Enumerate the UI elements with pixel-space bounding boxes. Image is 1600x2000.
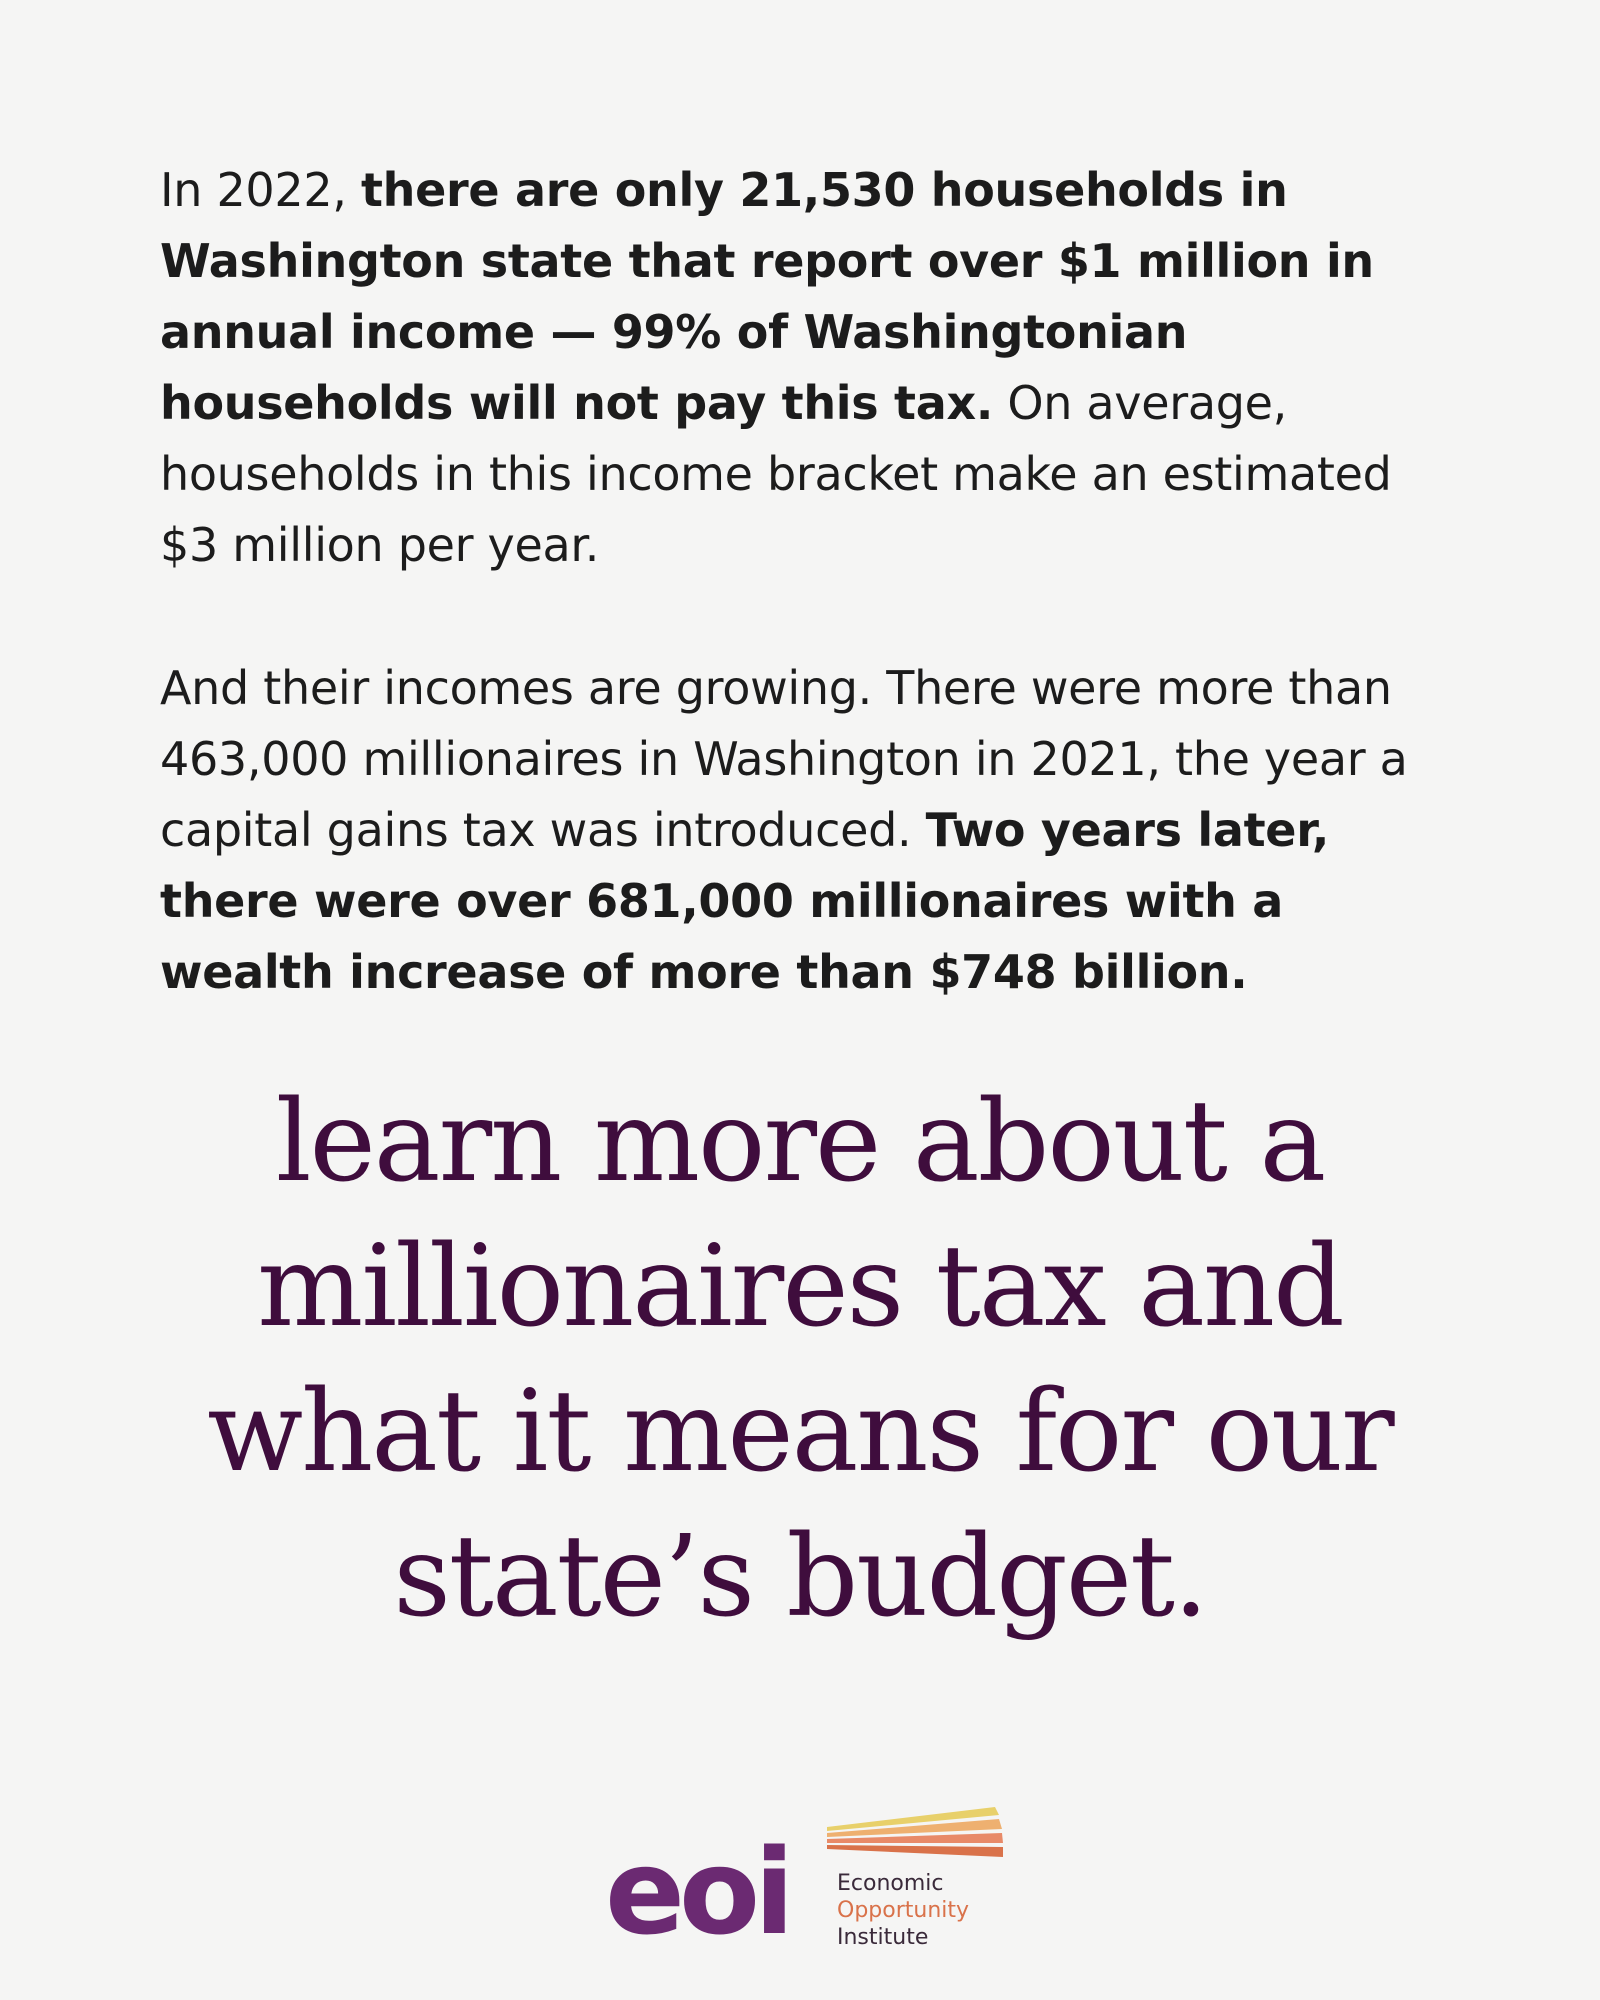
logo-org-name (837, 1870, 969, 1951)
para1-rest: On average, households in this income bracket make an estimated $3 million per year. (160, 376, 1392, 572)
para2-bold: Two years later, there were over 681,000 millionaires with a wealth increase of more than $748 billion. (160, 803, 1330, 999)
paragraph-households (160, 155, 1460, 581)
call-to-action-heading (0, 1070, 1600, 1650)
ray-4 (827, 1845, 1003, 1857)
paragraph-millionaires-growth (160, 653, 1460, 1008)
logo-name-line-2: Opportunity (837, 1898, 970, 1923)
para1-bold: there are only 21,530 households in Washington state that report over $1 million in annual income — 99% of Washingtonian households will not pay this tax. (160, 163, 1374, 430)
cta-line-4: state’s budget. (393, 1512, 1207, 1642)
logo-name-line-3: Institute (837, 1925, 929, 1950)
logo-wordmark: eoi (605, 1823, 789, 1961)
para1-intro: In 2022, (160, 163, 361, 217)
cta-line-3: what it means for our (207, 1367, 1393, 1497)
eoi-logo (605, 1805, 1025, 1965)
logo-name-line-1: Economic (837, 1871, 944, 1896)
cta-line-2: millionaires tax and (257, 1222, 1343, 1352)
cta-line-1: learn more about a (275, 1077, 1325, 1207)
sunrise-rays-icon (827, 1805, 1007, 1865)
para2-intro: And their incomes are growing. There were more than 463,000 millionaires in Washington in 2021, the year a capital gains tax was introduced. (160, 661, 1408, 857)
